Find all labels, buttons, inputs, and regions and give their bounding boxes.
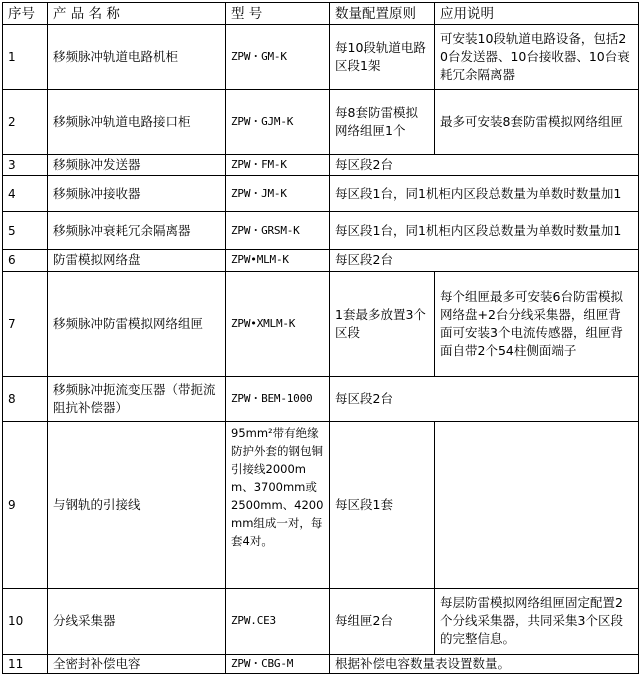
- row-note: 可安装10段轨道电路设备，包括20台发送器、10台接收器、10台衰耗冗余隔离器: [435, 25, 639, 90]
- table-row: [3, 175, 639, 212]
- row-model: ZPW・GM-K: [226, 25, 330, 90]
- row-no: 5: [3, 212, 48, 250]
- row-model: ZPW・BEM-1000: [226, 377, 330, 422]
- row-name: 移频脉冲发送器: [48, 155, 226, 175]
- row-no: 10: [3, 589, 48, 654]
- row-model: ZPW・CBG-M: [226, 654, 330, 673]
- row-no: 3: [3, 155, 48, 175]
- row-name: 分线采集器: [48, 589, 226, 654]
- row-config-merged: 每区段1台，同1机柜内区段总数量为单数时数量加1: [330, 212, 639, 250]
- row-config-merged: 每区段2台: [330, 250, 639, 271]
- table-row: [3, 271, 639, 377]
- row-no: 11: [3, 654, 48, 673]
- row-note: 每层防雷模拟网络组匣固定配置2个分线采集器，共同采集3个区段的完整信息。: [435, 589, 639, 654]
- row-config: 每10段轨道电路区段1架: [330, 25, 435, 90]
- table-row: [3, 250, 639, 271]
- table-row: [3, 654, 639, 673]
- row-name: 移频脉冲轨道电路机柜: [48, 25, 226, 90]
- row-name: 全密封补偿电容: [48, 654, 226, 673]
- row-config: 每8套防雷模拟网络组匣1个: [330, 90, 435, 155]
- row-model: ZPW・GRSM-K: [226, 212, 330, 250]
- row-config: 1套最多放置3个区段: [330, 271, 435, 377]
- row-config: 每区段1套: [330, 422, 435, 589]
- row-no: 7: [3, 271, 48, 377]
- table-row: [3, 90, 639, 155]
- row-config-merged: 每区段2台: [330, 155, 639, 175]
- header-row: [3, 3, 639, 25]
- row-no: 2: [3, 90, 48, 155]
- row-model: 95mm²带有绝缘防护外套的钢包铜引接线2000mm、3700mm或2500mm、4200mm组成一对，每套4对。: [226, 422, 330, 589]
- row-note: 每个组匣最多可安装6台防雷模拟网络盘+2台分线采集器，组匣背面可安装3个电流传感器，组匣背面自带2个54柱侧面端子: [435, 271, 639, 377]
- row-name: 移频脉冲轨道电路接口柜: [48, 90, 226, 155]
- row-name: 移频脉冲扼流变压器（带扼流阻抗补偿器）: [48, 377, 226, 422]
- row-no: 4: [3, 175, 48, 212]
- row-no: 6: [3, 250, 48, 271]
- row-model: ZPW・JM-K: [226, 175, 330, 212]
- row-config-merged: 每区段1台，同1机柜内区段总数量为单数时数量加1: [330, 175, 639, 212]
- header-config-principle: 数量配置原则: [330, 3, 435, 25]
- row-name: 与钢轨的引接线: [48, 422, 226, 589]
- table-row: [3, 377, 639, 422]
- row-config: 每组匣2台: [330, 589, 435, 654]
- row-note: 最多可安装8套防雷模拟网络组匣: [435, 90, 639, 155]
- row-config-merged: 每区段2台: [330, 377, 639, 422]
- row-no: 8: [3, 377, 48, 422]
- table-row: [3, 155, 639, 175]
- row-config-merged: 根据补偿电容数量表设置数量。: [330, 654, 639, 673]
- row-name: 移频脉冲接收器: [48, 175, 226, 212]
- row-model: ZPW・FM-K: [226, 155, 330, 175]
- row-name: 移频脉冲衰耗冗余隔离器: [48, 212, 226, 250]
- row-no: 1: [3, 25, 48, 90]
- row-note: [435, 422, 639, 589]
- row-model: ZPW・GJM-K: [226, 90, 330, 155]
- spec-table: [2, 2, 639, 674]
- row-name: 移频脉冲防雷模拟网络组匣: [48, 271, 226, 377]
- table-row: [3, 589, 639, 654]
- row-no: 9: [3, 422, 48, 589]
- header-product-name: 产 品 名 称: [48, 3, 226, 25]
- header-application-note: 应用说明: [435, 3, 639, 25]
- header-no: 序号: [3, 3, 48, 25]
- table-row: [3, 212, 639, 250]
- table-row: [3, 422, 639, 589]
- header-model: 型 号: [226, 3, 330, 25]
- row-name: 防雷模拟网络盘: [48, 250, 226, 271]
- row-model: ZPW•XMLM-K: [226, 271, 330, 377]
- row-model: ZPW•MLM-K: [226, 250, 330, 271]
- row-model: ZPW.CE3: [226, 589, 330, 654]
- table-row: [3, 25, 639, 90]
